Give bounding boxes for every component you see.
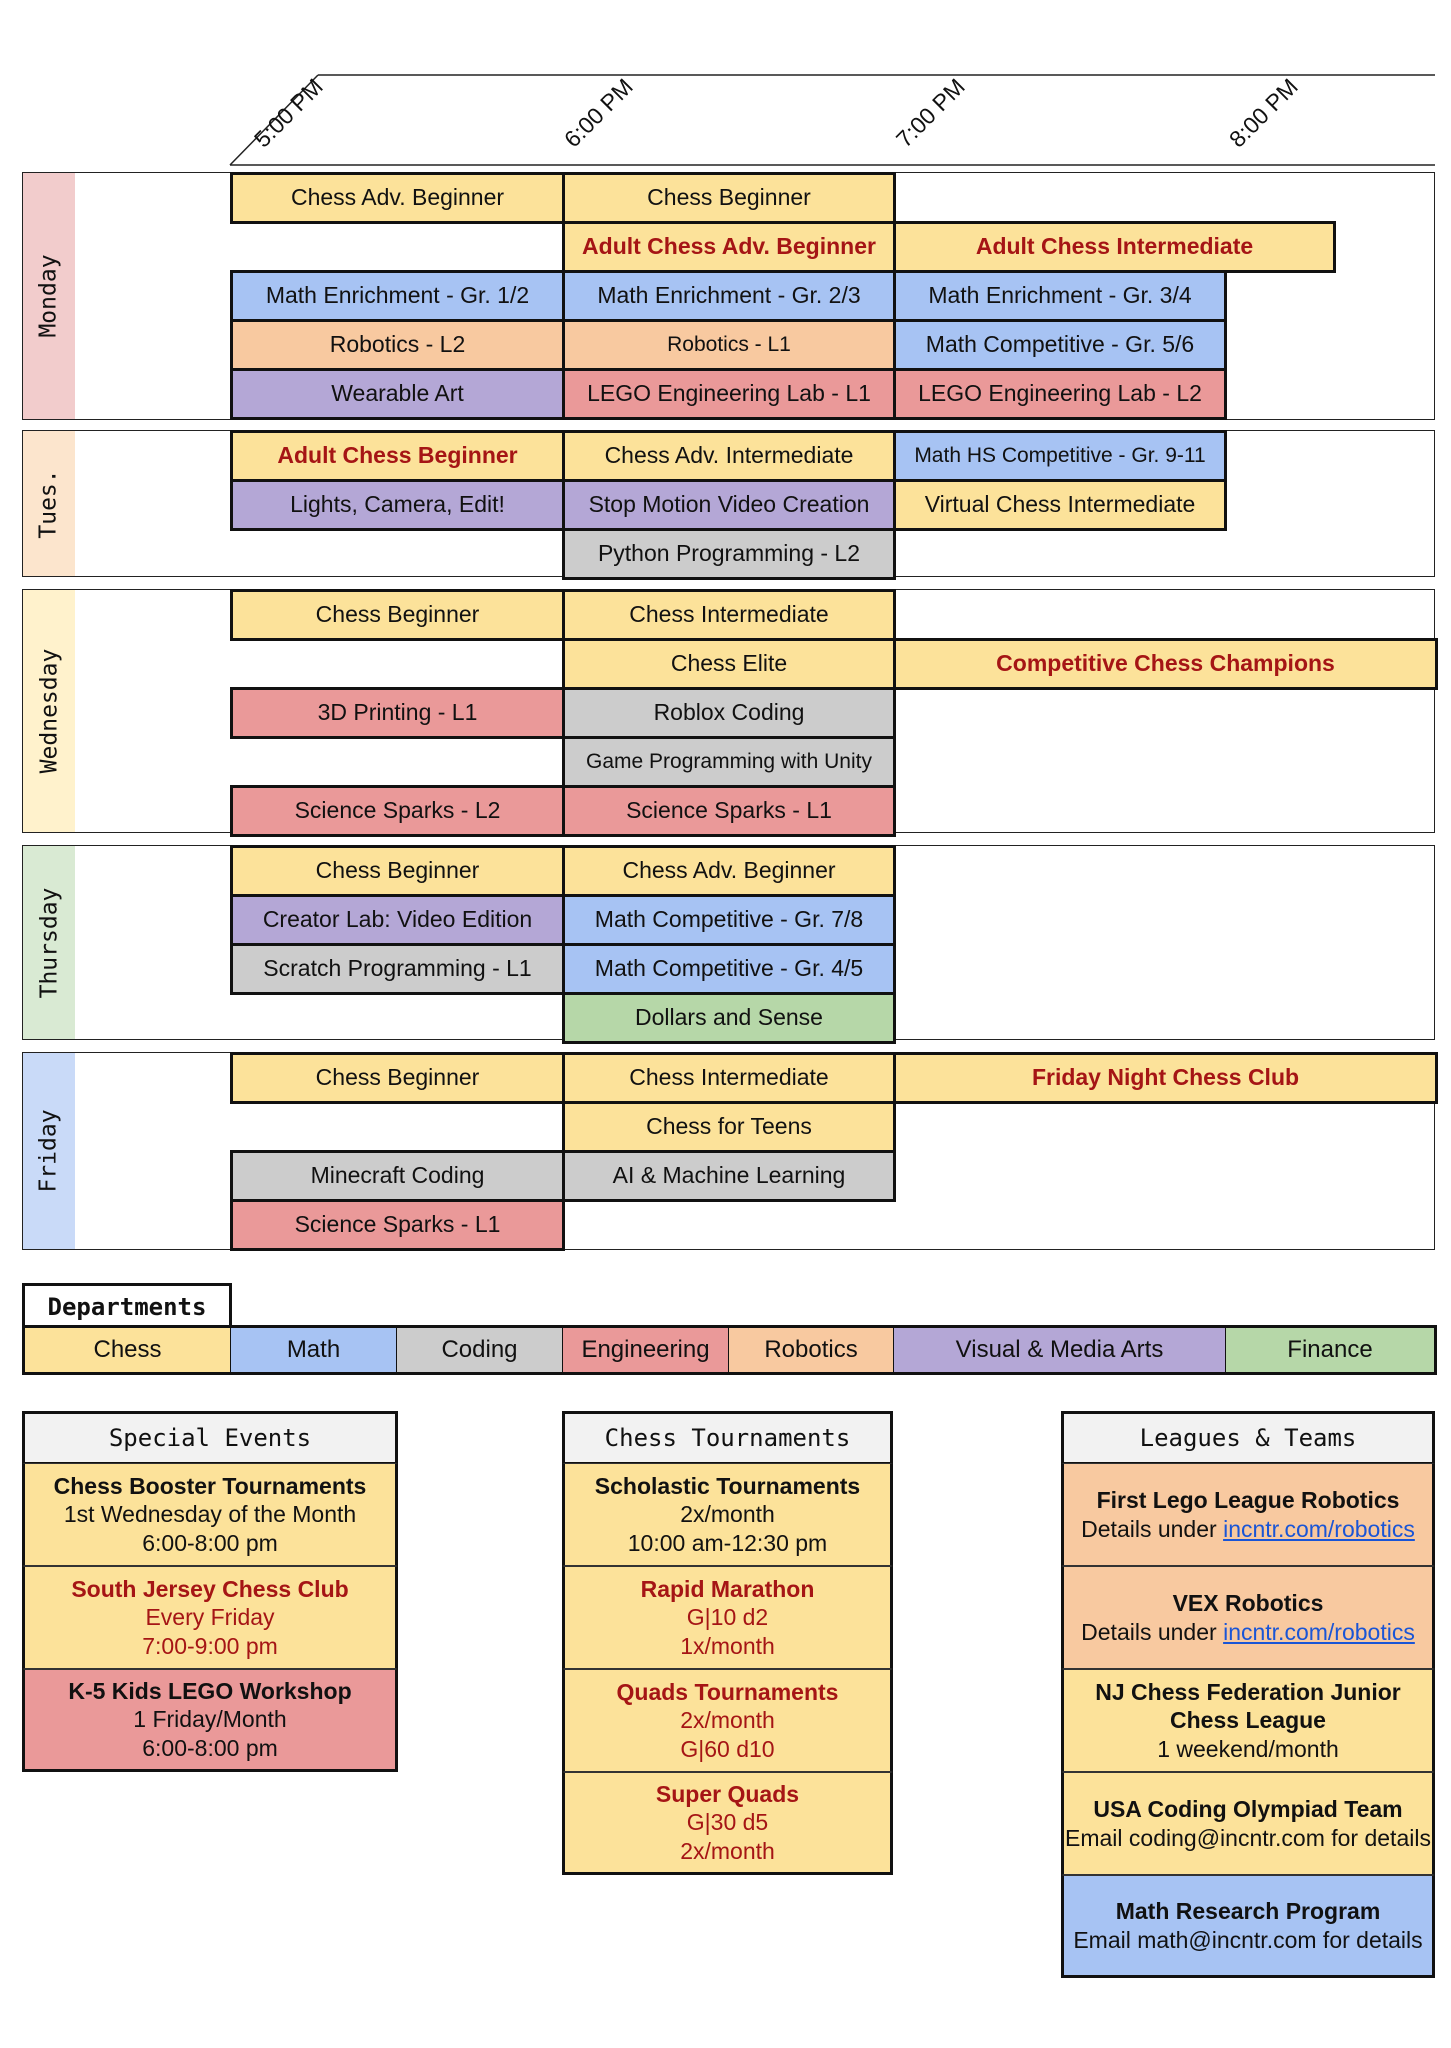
class-block[interactable]: Math Enrichment - Gr. 1/2 [230, 270, 565, 322]
class-block[interactable]: Friday Night Chess Club [893, 1052, 1438, 1104]
class-block[interactable]: Competitive Chess Champions [893, 638, 1438, 690]
day-label: Tues. [36, 468, 62, 539]
class-block[interactable]: Chess Beginner [230, 1052, 565, 1104]
department-visual-media-arts: Visual & Media Arts [893, 1325, 1227, 1375]
event-detail: G|30 d5 [686, 1809, 769, 1836]
special-events-item [22, 1669, 398, 1772]
event-title: First Lego League Robotics [1096, 1487, 1400, 1514]
class-block[interactable]: Math HS Competitive - Gr. 9-11 [893, 430, 1227, 482]
chess-tournaments-item [562, 1669, 893, 1772]
class-block[interactable]: Chess for Teens [562, 1101, 896, 1153]
department-robotics: Robotics [728, 1325, 895, 1375]
event-detail: 1x/month [680, 1632, 775, 1659]
event-detail: 1 Friday/Month [133, 1706, 287, 1733]
event-detail: 2x/month [680, 1707, 775, 1734]
class-block[interactable]: Science Sparks - L1 [230, 1199, 565, 1251]
day-label: Wednesday [36, 648, 62, 774]
event-title: NJ Chess Federation Junior Chess League [1095, 1679, 1401, 1734]
class-block[interactable]: Python Programming - L2 [562, 528, 896, 580]
chess-tournaments-item [562, 1566, 893, 1669]
class-block[interactable]: LEGO Engineering Lab - L2 [893, 368, 1227, 420]
department-chess: Chess [22, 1325, 232, 1375]
day-label-band [23, 1053, 75, 1249]
class-block[interactable]: Wearable Art [230, 368, 565, 420]
class-block[interactable]: Chess Beginner [230, 589, 565, 641]
event-detail: 6:00-8:00 pm [142, 1529, 278, 1556]
class-block[interactable]: Creator Lab: Video Edition [230, 894, 565, 946]
event-detail: Email coding@incntr.com for details [1065, 1824, 1431, 1851]
leagues-item [1061, 1875, 1435, 1978]
class-block[interactable]: Scratch Programming - L1 [230, 943, 565, 995]
class-block[interactable]: Adult Chess Adv. Beginner [562, 221, 896, 273]
class-block[interactable]: Chess Adv. Beginner [230, 172, 565, 224]
class-block[interactable]: Chess Intermediate [562, 589, 896, 641]
event-detail-text: Details under [1081, 1515, 1224, 1542]
class-block[interactable]: Lights, Camera, Edit! [230, 479, 565, 531]
event-title: South Jersey Chess Club [71, 1576, 349, 1603]
class-block[interactable]: Math Enrichment - Gr. 3/4 [893, 270, 1227, 322]
time-label: 7:00 PM [890, 73, 970, 153]
event-detail: 2x/month [680, 1501, 775, 1528]
event-title: Super Quads [655, 1781, 800, 1808]
day-label: Thursday [36, 887, 62, 998]
time-label: 5:00 PM [248, 73, 328, 153]
timeline-header [0, 0, 1451, 175]
class-block[interactable]: Game Programming with Unity [562, 736, 896, 788]
class-block[interactable]: Math Competitive - Gr. 4/5 [562, 943, 896, 995]
class-block[interactable]: Math Competitive - Gr. 5/6 [893, 319, 1227, 371]
class-block[interactable]: Chess Adv. Beginner [562, 845, 896, 897]
event-detail: 2x/month [680, 1837, 775, 1864]
event-detail: G|60 d10 [680, 1735, 775, 1762]
special-events-title: Special Events [22, 1411, 398, 1463]
event-detail: 1 weekend/month [1157, 1735, 1339, 1762]
event-title: VEX Robotics [1172, 1590, 1324, 1617]
event-detail: Email math@incntr.com for details [1073, 1926, 1423, 1953]
robotics-link[interactable]: incntr.com/robotics [1223, 1515, 1415, 1542]
special-events-item [22, 1463, 398, 1566]
event-detail: 10:00 am-12:30 pm [627, 1529, 828, 1556]
event-detail [1081, 1515, 1415, 1543]
department-engineering: Engineering [562, 1325, 730, 1375]
special-events-item [22, 1566, 398, 1669]
event-detail: 6:00-8:00 pm [142, 1734, 278, 1761]
department-coding: Coding [396, 1325, 564, 1375]
robotics-link[interactable]: incntr.com/robotics [1223, 1618, 1415, 1645]
event-detail [1081, 1618, 1415, 1646]
time-label: 6:00 PM [558, 73, 638, 153]
class-block[interactable]: Minecraft Coding [230, 1150, 565, 1202]
day-label-band [23, 846, 75, 1039]
class-block[interactable]: Chess Adv. Intermediate [562, 430, 896, 482]
class-block[interactable]: Robotics - L2 [230, 319, 565, 371]
department-finance: Finance [1225, 1325, 1437, 1375]
class-block[interactable]: Chess Elite [562, 638, 896, 690]
class-block[interactable]: Stop Motion Video Creation [562, 479, 896, 531]
event-detail: 7:00-9:00 pm [142, 1632, 278, 1659]
event-title: Quads Tournaments [616, 1679, 839, 1706]
event-detail-text: Details under [1081, 1618, 1224, 1645]
event-title: K-5 Kids LEGO Workshop [68, 1678, 352, 1705]
class-block[interactable]: 3D Printing - L1 [230, 687, 565, 739]
event-detail: G|10 d2 [686, 1604, 769, 1631]
leagues-item [1061, 1463, 1435, 1566]
time-label: 8:00 PM [1223, 73, 1303, 153]
leagues-item [1061, 1669, 1435, 1772]
day-label-band [23, 431, 75, 576]
event-title: Rapid Marathon [640, 1576, 815, 1603]
event-title: Chess Booster Tournaments [53, 1473, 367, 1500]
class-block[interactable]: Robotics - L1 [562, 319, 896, 371]
class-block[interactable]: Adult Chess Intermediate [893, 221, 1336, 273]
event-title: Math Research Program [1115, 1898, 1381, 1925]
day-label: Friday [36, 1109, 62, 1193]
event-detail: 1st Wednesday of the Month [63, 1501, 357, 1528]
class-block[interactable]: Virtual Chess Intermediate [893, 479, 1227, 531]
event-detail: Every Friday [145, 1604, 275, 1631]
chess-tournaments-title: Chess Tournaments [562, 1411, 893, 1463]
class-block[interactable]: AI & Machine Learning [562, 1150, 896, 1202]
class-block[interactable]: Chess Intermediate [562, 1052, 896, 1104]
class-block[interactable]: Roblox Coding [562, 687, 896, 739]
class-block[interactable]: Dollars and Sense [562, 992, 896, 1044]
leagues-title: Leagues & Teams [1061, 1411, 1435, 1463]
chess-tournaments-item [562, 1463, 893, 1566]
leagues-item [1061, 1566, 1435, 1669]
department-math: Math [230, 1325, 398, 1375]
day-label-band [23, 590, 75, 832]
class-block[interactable]: Chess Beginner [230, 845, 565, 897]
class-block[interactable]: Science Sparks - L1 [562, 785, 896, 837]
class-block[interactable]: Adult Chess Beginner [230, 430, 565, 482]
leagues-item [1061, 1772, 1435, 1875]
chess-tournaments-item [562, 1772, 893, 1875]
class-block[interactable]: Science Sparks - L2 [230, 785, 565, 837]
class-block[interactable]: Math Enrichment - Gr. 2/3 [562, 270, 896, 322]
day-label-band [23, 173, 75, 419]
class-block[interactable]: LEGO Engineering Lab - L1 [562, 368, 896, 420]
event-title: USA Coding Olympiad Team [1093, 1796, 1403, 1823]
class-block[interactable]: Math Competitive - Gr. 7/8 [562, 894, 896, 946]
departments-title: Departments [22, 1283, 232, 1327]
day-label: Monday [36, 254, 62, 338]
class-block[interactable]: Chess Beginner [562, 172, 896, 224]
event-title: Scholastic Tournaments [594, 1473, 861, 1500]
